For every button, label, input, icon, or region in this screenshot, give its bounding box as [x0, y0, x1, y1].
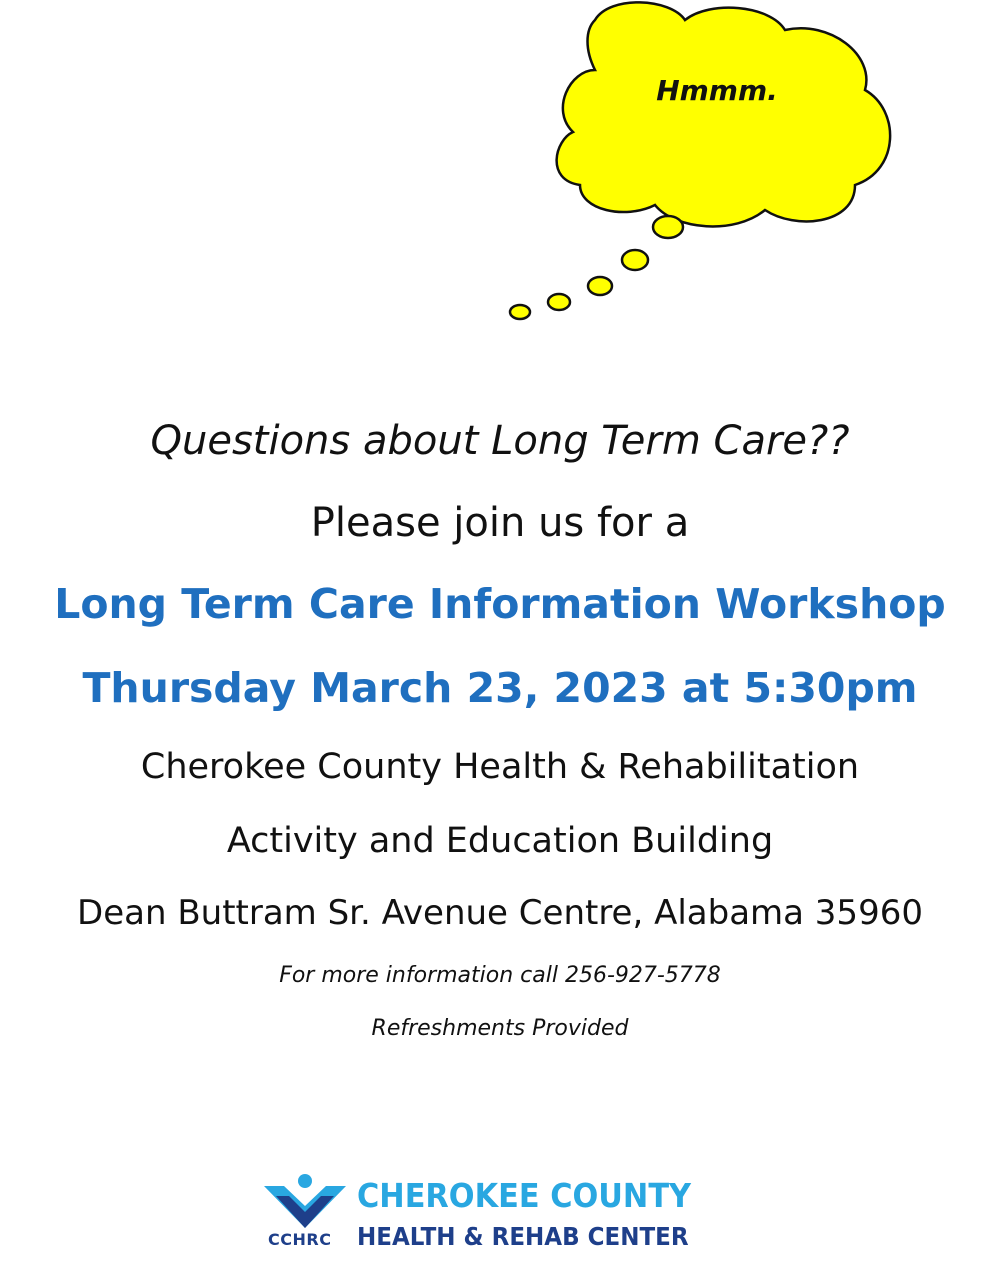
thought-bubble-icon: [495, 0, 915, 330]
venue-name: Cherokee County Health & Rehabilitation: [140, 747, 860, 787]
logo-abbreviation: CCHRC: [268, 1230, 332, 1249]
cchrc-logo: [262, 1172, 712, 1258]
event-title: Long Term Care Information Workshop: [54, 580, 946, 628]
venue-address: Dean Buttram Sr. Avenue Centre, Alabama 35960: [77, 893, 923, 933]
refreshments-note: Refreshments Provided: [371, 1016, 629, 1041]
logo-mark-icon: [262, 1172, 348, 1228]
building-name: Activity and Education Building: [226, 821, 774, 861]
logo-name-line2: HEALTH & REHAB CENTER: [357, 1222, 689, 1251]
event-datetime: Thursday March 23, 2023 at 5:30pm: [82, 664, 918, 712]
thought-bubble-text: Hmmm.: [656, 74, 778, 107]
invitation-text: Please join us for a: [310, 500, 690, 546]
question-heading: Questions about Long Term Care??: [150, 418, 850, 464]
logo-name-line1: CHEROKEE COUNTY: [357, 1176, 692, 1215]
contact-info: For more information call 256-927-5778: [279, 963, 721, 988]
